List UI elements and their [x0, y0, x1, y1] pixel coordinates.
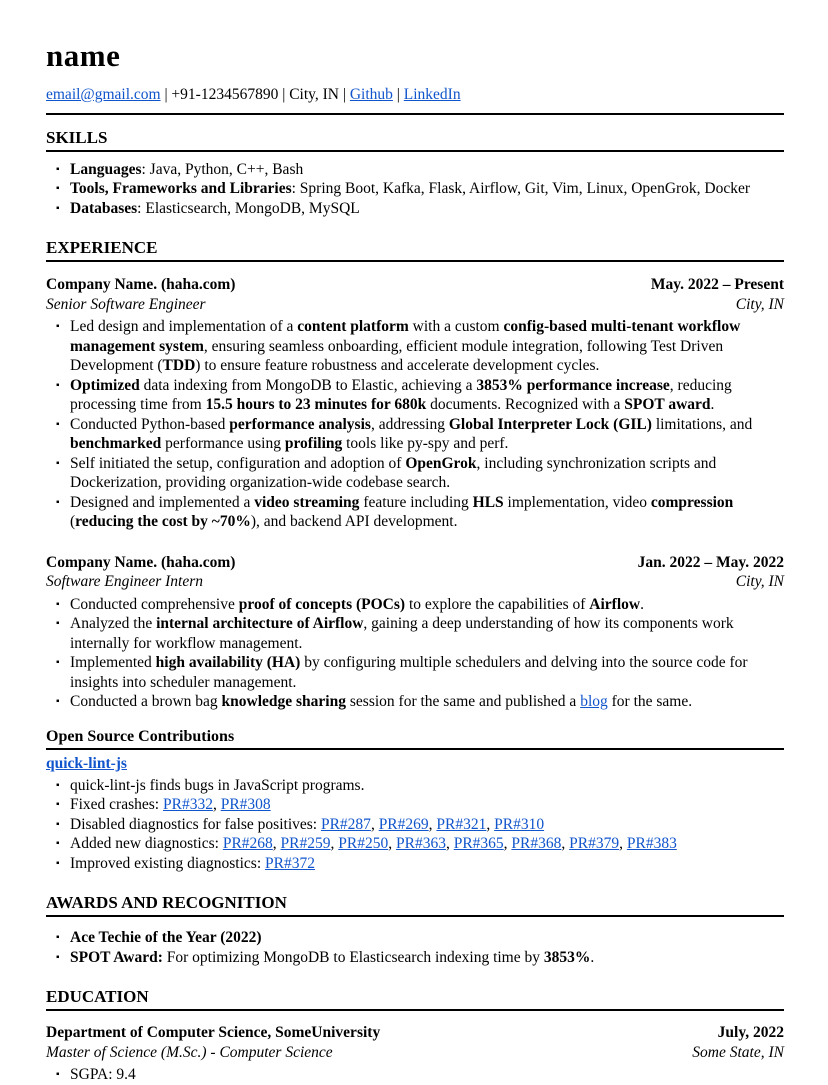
text-run: , ensuring seamless onboarding, efficient module integration, following Test Driven Development (: [70, 337, 724, 375]
list-item: [46, 795, 784, 815]
text-run: (: [70, 513, 76, 531]
job-title: Senior Software Engineer: [46, 295, 206, 313]
bullet-text: [70, 795, 784, 815]
job-title: Software Engineer Intern: [46, 573, 203, 591]
list-item: [46, 692, 784, 712]
company-name: Company Name. (haha.com): [46, 553, 236, 571]
text-run: Languages: [70, 160, 142, 178]
text-run: compression: [650, 493, 734, 511]
link[interactable]: PR#310: [494, 815, 545, 833]
list-item: [46, 928, 784, 948]
text-run: performance using: [161, 435, 285, 453]
list-item: [46, 834, 784, 854]
section-heading-skills: SKILLS: [46, 129, 784, 152]
bullet-text: [70, 653, 784, 692]
job-dates: May. 2022 – Present: [650, 276, 784, 294]
section-heading-awards: AWARDS AND RECOGNITION: [46, 894, 784, 917]
text-run: quick-lint-js finds bugs in JavaScript programs.: [70, 776, 365, 794]
link[interactable]: PR#259: [280, 835, 331, 853]
text-run: , addressing: [370, 415, 449, 433]
text-run: Self initiated the setup, configuration and adoption of: [70, 454, 406, 472]
list-item: [46, 1065, 784, 1085]
text-run: with a custom: [408, 318, 504, 336]
text-run: TDD: [162, 357, 196, 375]
section-heading-open-source: Open Source Contributions: [46, 728, 784, 750]
link[interactable]: PR#268: [222, 835, 273, 853]
job-subheader-row: [46, 572, 784, 592]
bullet-marker: ▪: [56, 838, 60, 850]
text-run: Led design and implementation of a: [70, 318, 298, 336]
text-run: implementation, video: [503, 493, 651, 511]
bullet-marker: ▪: [56, 457, 60, 469]
text-run: HLS: [472, 493, 504, 511]
text-run: feature including: [359, 493, 473, 511]
text-run: Improved existing diagnostics:: [70, 854, 266, 872]
bullet-text: [70, 415, 784, 454]
text-run: Global Interpreter Lock (GIL): [448, 415, 652, 433]
text-run: OpenGrok: [405, 454, 477, 472]
text-run: Implemented: [70, 654, 156, 672]
section-heading-education: EDUCATION: [46, 988, 784, 1011]
link[interactable]: blog: [580, 693, 608, 711]
text-run: |: [392, 85, 404, 103]
text-run: , including synchronization scripts and Dockerization, providing organization-wide codebase search.: [70, 454, 717, 492]
text-run: Tools, Frameworks and Libraries: [70, 180, 292, 198]
link[interactable]: PR#287: [320, 815, 371, 833]
page-title: name: [46, 38, 121, 73]
bullet-marker: ▪: [56, 818, 60, 830]
bullet-marker: ▪: [56, 1069, 60, 1081]
text-run: reducing the cost by ~70%: [75, 513, 251, 531]
text-run: video streaming: [254, 493, 360, 511]
list-item: [46, 317, 784, 376]
bullet-marker: ▪: [56, 163, 60, 175]
bullet-text: [70, 160, 784, 180]
text-run: Added new diagnostics:: [70, 835, 223, 853]
text-run: Conducted a brown bag: [70, 693, 222, 711]
list-item: [46, 415, 784, 454]
divider: [46, 113, 784, 115]
link[interactable]: PR#269: [378, 815, 429, 833]
text-run: performance analysis: [229, 415, 371, 433]
text-run: ,: [486, 815, 495, 833]
text-run: SGPA: 9.4: [70, 1066, 136, 1084]
text-run: config-based multi-tenant workflow management system: [70, 318, 741, 355]
bullet-text: [70, 1065, 784, 1085]
bullet-marker: ▪: [56, 321, 60, 333]
bullet-marker: ▪: [56, 657, 60, 669]
bullet-text: [70, 454, 784, 493]
text-run: profiling: [284, 435, 343, 453]
text-run: 3853%: [543, 948, 591, 966]
project-line: [46, 754, 784, 773]
bullet-marker: ▪: [56, 951, 60, 963]
bullet-text: [70, 493, 784, 532]
text-run: .: [640, 595, 644, 613]
bullet-text: [70, 928, 784, 948]
text-run: : Java, Python, C++, Bash: [141, 160, 304, 178]
text-run: proof of concepts (POCs): [238, 595, 406, 613]
bullet-text: [70, 199, 784, 219]
text-run: Conducted Python-based: [70, 415, 230, 433]
school-name: Department of Computer Science, SomeUniversity: [46, 1024, 381, 1042]
text-run: : Elasticsearch, MongoDB, MySQL: [137, 199, 360, 217]
job-bullet-list: [46, 595, 784, 712]
list-item: [46, 179, 784, 199]
text-run: ,: [330, 835, 339, 853]
text-run: Ace Techie of the Year (2022): [70, 929, 262, 947]
text-run: benchmarked: [70, 435, 162, 453]
text-run: ,: [445, 835, 454, 853]
link[interactable]: PR#363: [395, 835, 446, 853]
education-header-row: [46, 1023, 784, 1043]
text-run: SPOT award: [624, 396, 711, 414]
text-run: |: [339, 85, 350, 103]
text-run: Databases: [70, 199, 138, 217]
text-run: ,: [370, 815, 379, 833]
section-heading-experience: EXPERIENCE: [46, 239, 784, 262]
bullet-marker: ▪: [56, 379, 60, 391]
link[interactable]: PR#332: [162, 796, 213, 814]
education-subheader-row: [46, 1043, 784, 1063]
link[interactable]: PR#365: [453, 835, 504, 853]
awards-list: [46, 928, 784, 967]
text-run: limitations, and: [651, 415, 753, 433]
text-run: : Spring Boot, Kafka, Flask, Airflow, Git, Vim, Linux, OpenGrok, Docker: [291, 180, 751, 198]
text-run: data indexing from MongoDB to Elastic, achieving a: [139, 376, 477, 394]
bullet-text: [70, 776, 784, 796]
link[interactable]: PR#368: [511, 835, 562, 853]
text-run: content platform: [297, 318, 409, 336]
job-header-row: [46, 275, 784, 295]
text-run: City, IN: [289, 85, 339, 103]
contact-line: [46, 85, 784, 104]
bullet-marker: ▪: [56, 857, 60, 869]
list-item: [46, 854, 784, 874]
text-run: ) to ensure feature robustness and accelerate development cycles.: [195, 357, 600, 375]
link[interactable]: Github: [349, 85, 393, 103]
text-run: Analyzed the: [70, 615, 157, 633]
link[interactable]: PR#383: [626, 835, 677, 853]
link[interactable]: PR#379: [569, 835, 620, 853]
list-item: [46, 595, 784, 615]
link[interactable]: PR#321: [436, 815, 487, 833]
text-run: knowledge sharing: [221, 693, 346, 711]
text-run: ,: [561, 835, 570, 853]
text-run: Conducted comprehensive: [70, 595, 239, 613]
list-item: [46, 776, 784, 796]
text-run: ), and backend API development.: [250, 513, 458, 531]
text-run: Disabled diagnostics for false positives:: [70, 815, 321, 833]
text-run: , reducing processing time from: [70, 376, 732, 414]
job-dates: Jan. 2022 – May. 2022: [637, 553, 784, 571]
text-run: |: [160, 85, 172, 103]
text-run: ,: [503, 835, 512, 853]
text-run: ,: [212, 796, 221, 814]
open-source-list: [46, 776, 784, 874]
bullet-marker: ▪: [56, 418, 60, 430]
skills-list: [46, 160, 784, 219]
list-item: [46, 199, 784, 219]
text-run: , gaining a deep understanding of how its components work internally for workflow management.: [70, 615, 734, 652]
text-run: ,: [428, 815, 437, 833]
text-run: 15.5 hours to 23 minutes for 680k: [205, 396, 427, 414]
bullet-marker: ▪: [56, 932, 60, 944]
bullet-marker: ▪: [56, 598, 60, 610]
bullet-text: [70, 376, 784, 415]
bullet-marker: ▪: [56, 779, 60, 791]
bullet-marker: ▪: [56, 183, 60, 195]
text-run: ,: [272, 835, 281, 853]
link[interactable]: LinkedIn: [403, 85, 461, 103]
text-run: internal architecture of Airflow: [156, 615, 364, 633]
job-entry-intern: [46, 553, 784, 712]
text-run: ,: [388, 835, 396, 853]
text-run: .: [710, 396, 715, 414]
text-run: .: [590, 948, 595, 966]
text-run: for the same.: [607, 693, 693, 711]
text-run: Optimized: [70, 376, 140, 394]
text-run: tools like py-spy and perf.: [342, 435, 509, 453]
bullet-text: [70, 948, 784, 968]
text-run: documents. Recognized with a: [426, 396, 625, 414]
bullet-marker: ▪: [56, 696, 60, 708]
list-item: [46, 376, 784, 415]
link[interactable]: PR#250: [338, 835, 389, 853]
text-run: by configuring multiple schedulers and delving into the source code for insights into scheduler management.: [70, 654, 748, 691]
list-item: [46, 815, 784, 835]
bullet-marker: ▪: [56, 202, 60, 214]
job-location: City, IN: [735, 573, 784, 591]
bullet-text: [70, 317, 784, 376]
bullet-marker: ▪: [56, 799, 60, 811]
education-date: July, 2022: [717, 1024, 784, 1042]
link[interactable]: PR#372: [265, 854, 315, 872]
bullet-text: [70, 179, 784, 199]
bullet-text: [70, 595, 784, 615]
job-bullet-list: [46, 317, 784, 532]
bullet-marker: ▪: [56, 496, 60, 508]
link[interactable]: email@gmail.com: [46, 85, 161, 103]
bullet-text: [70, 815, 784, 835]
education-entry: [46, 1023, 784, 1085]
text-run: +91-1234567890: [171, 85, 279, 103]
text-run: session for the same and published a: [346, 693, 581, 711]
bullet-marker: ▪: [56, 618, 60, 630]
company-name: Company Name. (haha.com): [46, 276, 236, 294]
list-item: [46, 160, 784, 180]
text-run: high availability (HA): [155, 654, 301, 672]
education-location: Some State, IN: [692, 1043, 784, 1061]
bullet-text: [70, 614, 784, 653]
link[interactable]: PR#308: [220, 796, 271, 814]
project-link[interactable]: quick-lint-js: [46, 754, 127, 772]
text-run: |: [278, 85, 290, 103]
education-list: [46, 1065, 784, 1085]
degree-name: Master of Science (M.Sc.) - Computer Science: [46, 1043, 333, 1061]
text-run: ,: [619, 835, 627, 853]
job-header-row: [46, 553, 784, 573]
text-run: Airflow: [589, 595, 641, 613]
text-run: For optimizing MongoDB to Elasticsearch indexing time by: [162, 948, 544, 966]
bullet-text: [70, 692, 784, 712]
job-entry-senior: [46, 275, 784, 532]
text-run: Designed and implemented a: [70, 493, 255, 511]
text-run: 3853% performance increase: [476, 376, 670, 394]
list-item: [46, 653, 784, 692]
bullet-text: [70, 854, 784, 874]
list-item: [46, 493, 784, 532]
text-run: to explore the capabilities of: [405, 595, 590, 613]
job-location: City, IN: [735, 295, 784, 313]
bullet-text: [70, 834, 784, 854]
list-item: [46, 454, 784, 493]
job-subheader-row: [46, 295, 784, 315]
text-run: SPOT Award:: [70, 948, 163, 966]
list-item: [46, 948, 784, 968]
list-item: [46, 614, 784, 653]
text-run: Fixed crashes:: [70, 796, 163, 814]
